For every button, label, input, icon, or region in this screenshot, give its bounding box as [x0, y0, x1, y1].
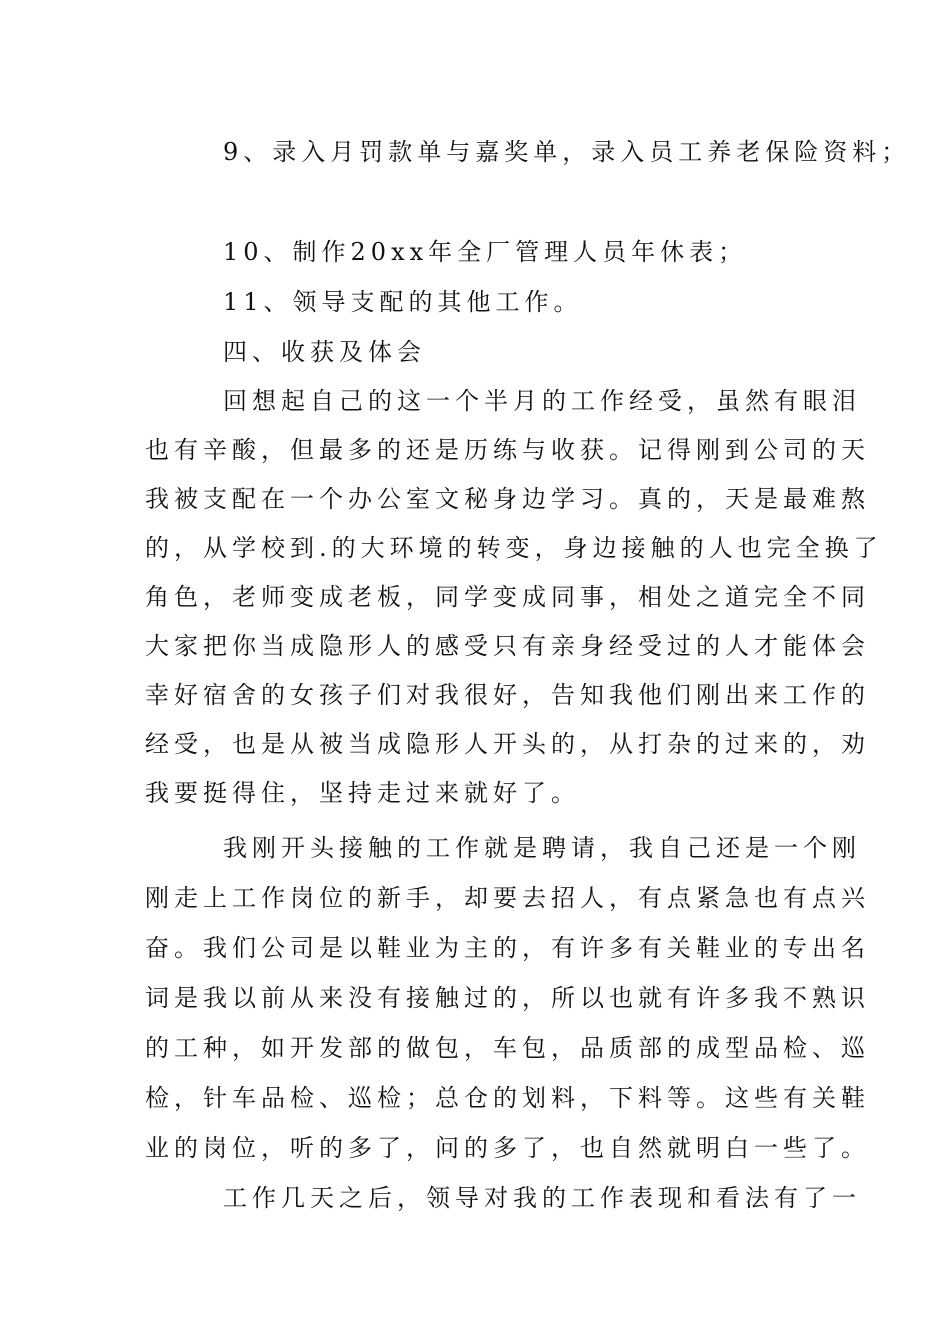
- paragraph-1-line-7: 幸好宿舍的女孩子们对我很好，告知我他们刚出来工作的: [145, 681, 870, 709]
- paragraph-1-line-4: 的，从学校到.的大环境的转变，身边接触的人也完全换了: [145, 534, 883, 562]
- paragraph-1-line-2: 也有辛酸，但最多的还是历练与收获。记得刚到公司的天: [145, 436, 870, 464]
- list-item-9: 9、录入月罚款单与嘉奖单，录入员工养老保险资料；: [223, 138, 911, 166]
- section-heading: 四、收获及体会: [223, 338, 426, 366]
- paragraph-1-line-9: 我要挺得住，坚持走过来就好了。: [145, 779, 580, 807]
- paragraph-2-line-2: 刚走上工作岗位的新手，却要去招人，有点紧急也有点兴: [145, 884, 870, 912]
- list-item-11: 11、领导支配的其他工作。: [223, 288, 583, 316]
- list-item-10: 10、制作20xx年全厂管理人员年休表；: [223, 238, 748, 266]
- paragraph-3-line-1: 工作几天之后，领导对我的工作表现和看法有了一: [223, 1184, 861, 1212]
- paragraph-1-line-8: 经受，也是从被当成隐形人开头的，从打杂的过来的，劝: [145, 730, 870, 758]
- paragraph-2-line-3: 奋。我们公司是以鞋业为主的，有许多有关鞋业的专出名: [145, 934, 870, 962]
- paragraph-2-line-4: 词是我以前从来没有接触过的，所以也就有许多我不熟识: [145, 984, 870, 1012]
- paragraph-1-line-1: 回想起自己的这一个半月的工作经受，虽然有眼泪: [223, 387, 861, 415]
- paragraph-2-line-7: 业的岗位，听的多了，问的多了，也自然就明白一些了。: [145, 1134, 870, 1162]
- paragraph-2-line-1: 我刚开头接触的工作就是聘请，我自己还是一个刚: [223, 834, 861, 862]
- paragraph-2-line-6: 检，针车品检、巡检；总仓的划料，下料等。这些有关鞋: [145, 1084, 870, 1112]
- paragraph-1-line-6: 大家把你当成隐形人的感受只有亲身经受过的人才能体会: [145, 632, 870, 660]
- paragraph-1-line-5: 角色，老师变成老板，同学变成同事，相处之道完全不同: [145, 583, 870, 611]
- paragraph-2-line-5: 的工种，如开发部的做包，车包，品质部的成型品检、巡: [145, 1034, 870, 1062]
- paragraph-1-line-3: 我被支配在一个办公室文秘身边学习。真的，天是最难熬: [145, 485, 870, 513]
